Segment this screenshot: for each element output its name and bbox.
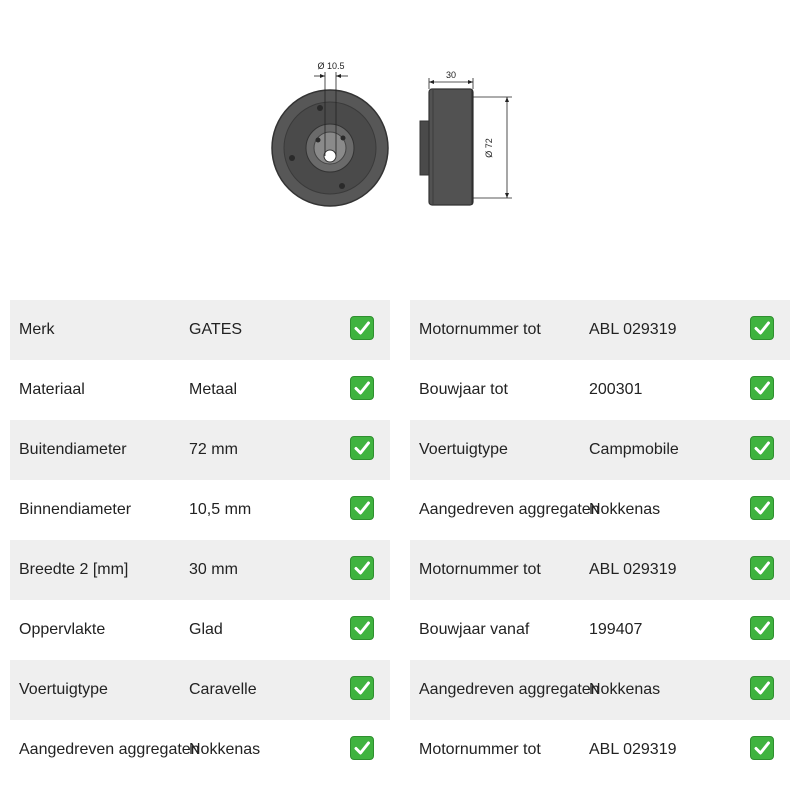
spec-label: Merk	[19, 321, 55, 338]
spec-row	[10, 420, 390, 480]
spec-value: Metaal	[189, 381, 238, 398]
spec-label: Motornummer tot	[419, 741, 541, 758]
spec-value: Nokkenas	[589, 501, 661, 518]
spec-label: Bouwjaar tot	[419, 381, 508, 398]
spec-row	[10, 540, 390, 600]
pulley-drawing-svg	[0, 0, 800, 280]
spec-value: 72 mm	[189, 441, 238, 458]
pulley-front-view	[272, 61, 388, 206]
spec-row	[410, 360, 790, 420]
pulley-side-view	[420, 70, 512, 205]
checkmark-icon	[350, 616, 374, 640]
spec-value: 30 mm	[189, 561, 238, 578]
checkmark-icon	[750, 316, 774, 340]
spec-row	[410, 480, 790, 540]
spec-label: Buitendiameter	[19, 441, 127, 458]
spec-label: Bouwjaar vanaf	[419, 621, 530, 638]
spec-value: Campmobile	[589, 441, 679, 458]
spec-row	[410, 660, 790, 720]
checkmark-icon	[350, 676, 374, 700]
spec-row	[410, 600, 790, 660]
checkmark-icon	[350, 436, 374, 460]
product-technical-drawing	[0, 0, 800, 280]
spec-value: Glad	[189, 621, 223, 638]
spec-value: Nokkenas	[589, 681, 661, 698]
checkmark-icon	[350, 496, 374, 520]
spec-label: Motornummer tot	[419, 561, 541, 578]
width-label: 30	[445, 70, 457, 80]
spec-label: Voertuigtype	[19, 681, 108, 698]
spec-label: Voertuigtype	[419, 441, 508, 458]
spec-label: Binnendiameter	[19, 501, 132, 518]
spec-row	[410, 540, 790, 600]
spec-label: Materiaal	[19, 381, 85, 398]
spec-value: 199407	[589, 621, 643, 638]
checkmark-icon	[750, 676, 774, 700]
spec-label: Aangedreven aggregaten	[19, 741, 200, 758]
checkmark-icon	[350, 376, 374, 400]
checkmark-icon	[350, 316, 374, 340]
spec-row	[10, 600, 390, 660]
spec-row	[410, 300, 790, 360]
spec-label: Oppervlakte	[19, 621, 106, 638]
spec-label: Breedte 2 [mm]	[19, 561, 129, 578]
spec-label: Aangedreven aggregaten	[419, 501, 600, 518]
spec-value: ABL 029319	[589, 741, 677, 758]
spec-row	[10, 300, 390, 360]
spec-row	[10, 660, 390, 720]
checkmark-icon	[750, 616, 774, 640]
spec-row	[10, 720, 390, 780]
spec-row	[410, 720, 790, 780]
spec-table-right	[410, 300, 790, 780]
spec-row	[10, 360, 390, 420]
spec-value: 10,5 mm	[189, 501, 252, 518]
inner-diameter-label: Ø 10.5	[317, 61, 345, 71]
spec-value: 200301	[589, 381, 643, 398]
spec-value: ABL 029319	[589, 321, 677, 338]
checkmark-icon	[350, 736, 374, 760]
checkmark-icon	[750, 556, 774, 580]
outer-diameter-label: Ø 72	[484, 138, 494, 158]
spec-value: ABL 029319	[589, 561, 677, 578]
spec-value: Caravelle	[189, 681, 257, 698]
checkmark-icon	[350, 556, 374, 580]
checkmark-icon	[750, 436, 774, 460]
spec-label: Motornummer tot	[419, 321, 541, 338]
checkmark-icon	[750, 496, 774, 520]
spec-value: GATES	[189, 321, 243, 338]
spec-value: Nokkenas	[189, 741, 261, 758]
spec-table-left	[10, 300, 390, 780]
spec-label: Aangedreven aggregaten	[419, 681, 600, 698]
checkmark-icon	[750, 376, 774, 400]
spec-row	[410, 420, 790, 480]
checkmark-icon	[750, 736, 774, 760]
spec-row	[10, 480, 390, 540]
